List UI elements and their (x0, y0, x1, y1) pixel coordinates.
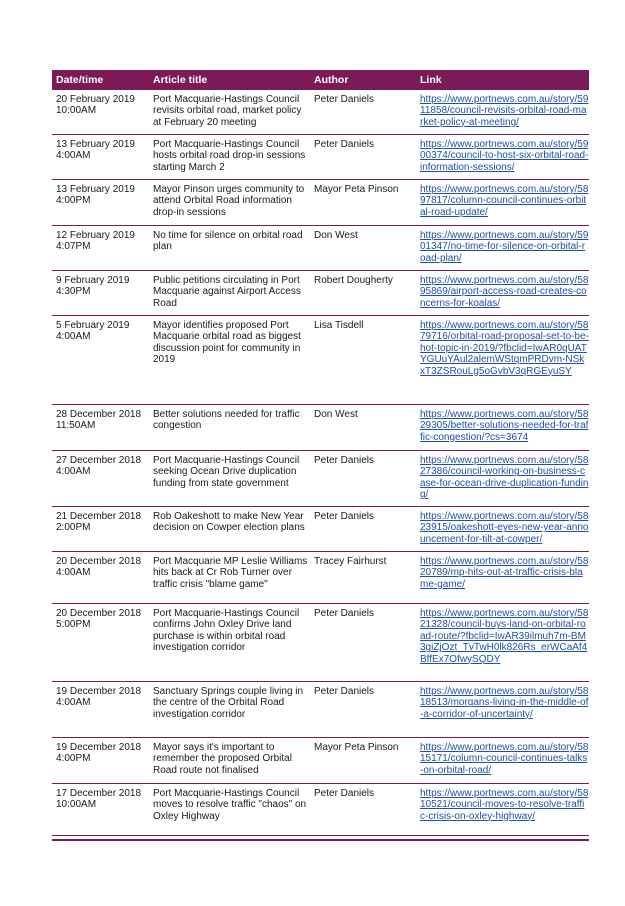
table-row (52, 682, 589, 738)
article-link[interactable]: https://www.portnews.com.au/story/5829305/better-solutions-needed-for-traffic-congestion/?cs=3674 (420, 409, 589, 443)
row-author: Peter Daniels (314, 608, 375, 619)
row-title: No time for silence on orbital road plan (153, 230, 303, 253)
row-link-cell (418, 604, 589, 681)
row-title: Mayor says it's important to remember the proposed Orbital Road route not finalised (153, 742, 292, 776)
article-link[interactable]: https://www.portnews.com.au/story/5818513/morgans-living-in-the-middle-of-a-corridor-of-uncertainty/ (420, 686, 589, 720)
row-title: Port Macquarie-Hastings Council seeking Ocean Drive duplication funding from state government (153, 455, 300, 489)
row-link-cell (418, 271, 589, 315)
row-title: Better solutions needed for traffic congestion (153, 409, 300, 432)
header-date-time: Date/time (56, 74, 104, 86)
row-title: Port Macquarie MP Leslie Williams hits back at Cr Rob Turner over traffic crisis "blame game" (153, 556, 308, 590)
table-row (52, 405, 589, 451)
article-link[interactable]: https://www.portnews.com.au/story/5827386/council-working-on-business-case-for-ocean-drive-duplication-funding/ (420, 455, 589, 501)
row-title: Port Macquarie-Hastings Council hosts orbital road drop-in sessions starting March 2 (153, 139, 306, 173)
table-row (52, 271, 589, 316)
row-date: 13 February 2019 4:00AM (56, 139, 135, 162)
article-link[interactable]: https://www.portnews.com.au/story/5901347/no-time-for-silence-on-orbital-road-plan/ (420, 230, 589, 264)
row-link-cell (418, 552, 589, 603)
table-row (52, 180, 589, 226)
table-row (52, 552, 589, 604)
row-link-cell (418, 451, 589, 506)
row-date: 21 December 2018 2:00PM (56, 511, 142, 534)
row-date: 13 February 2019 4:00PM (56, 184, 135, 207)
article-link[interactable]: https://www.portnews.com.au/story/5821328/council-buys-land-on-orbital-road-route/?fbclid=IwAR39ilmuh7m-BM3giZjOzt_TvTwH0lk826Rs_erWCaAf4BffEx7OfwySQDY (420, 608, 589, 665)
row-date: 5 February 2019 4:00AM (56, 320, 130, 343)
row-author: Lisa Tisdell (314, 320, 364, 331)
row-date: 20 December 2018 5:00PM (56, 608, 142, 631)
article-link[interactable]: https://www.portnews.com.au/story/5895869/airport-access-road-creates-concerns-for-koalas/ (420, 275, 589, 309)
row-date: 27 December 2018 4:00AM (56, 455, 142, 478)
table-row (52, 90, 589, 135)
table-row (52, 135, 589, 180)
row-title: Port Macquarie-Hastings Council moves to resolve traffic "chaos" on Oxley Highway (153, 788, 307, 822)
table-row (52, 784, 589, 836)
row-link-cell (418, 405, 589, 450)
table-row (52, 226, 589, 271)
table-header (52, 70, 589, 90)
table-body (52, 90, 589, 836)
row-title: Port Macquarie-Hastings Council confirms John Oxley Drive land purchase is within orbital road investigation corridor (153, 608, 300, 654)
row-link-cell (418, 738, 589, 783)
row-title: Port Macquarie-Hastings Council revisits orbital road, market policy at February 20 meeting (153, 94, 302, 128)
row-link-cell (418, 682, 589, 737)
row-title: Public petitions circulating in Port Macquarie against Airport Access Road (153, 275, 301, 309)
articles-table (52, 70, 589, 836)
row-author: Robert Dougherty (314, 275, 393, 286)
article-link[interactable]: https://www.portnews.com.au/story/5815171/column-council-continues-talks-on-orbital-road/ (420, 742, 589, 776)
article-link[interactable]: https://www.portnews.com.au/story/5911858/council-revisits-orbital-road-market-policy-at-meeting/ (420, 94, 589, 128)
row-link-cell (418, 90, 589, 134)
article-link[interactable]: https://www.portnews.com.au/story/5879716/orbital-road-proposal-set-to-be-hot-topic-in-2019/?fbclid=IwAR0qUATYGUuYAul2alemWStqmPRDvm-NSkxT3ZSRouLg5oGvbV3qRGEyuSY (420, 320, 589, 377)
article-link[interactable]: https://www.portnews.com.au/story/5823915/oakeshott-eyes-new-year-announcement-for-tilt-at-cowper/ (420, 511, 589, 545)
row-author: Peter Daniels (314, 455, 375, 466)
row-date: 19 December 2018 4:00AM (56, 686, 142, 709)
row-author: Peter Daniels (314, 139, 375, 150)
article-link[interactable]: https://www.portnews.com.au/story/5900374/council-to-host-six-orbital-road-information-sessions/ (420, 139, 589, 173)
row-date: 28 December 2018 11:50AM (56, 409, 142, 432)
table-row (52, 507, 589, 552)
row-title: Mayor identifies proposed Port Macquarie orbital road as biggest discussion point for community in 2019 (153, 320, 301, 366)
header-author: Author (314, 74, 349, 86)
row-date: 20 December 2018 4:00AM (56, 556, 142, 579)
row-author: Peter Daniels (314, 94, 375, 105)
row-author: Mayor Peta Pinson (314, 742, 399, 753)
row-date: 12 February 2019 4:07PM (56, 230, 135, 253)
table-bottom-rule (52, 839, 589, 841)
row-title: Mayor Pinson urges community to attend Orbital Road information drop-in sessions (153, 184, 305, 218)
row-author: Don West (314, 230, 358, 241)
row-author: Peter Daniels (314, 788, 375, 799)
row-date: 17 December 2018 10:00AM (56, 788, 142, 811)
row-author: Peter Daniels (314, 686, 375, 697)
row-date: 19 December 2018 4:00PM (56, 742, 142, 765)
header-link: Link (420, 74, 442, 86)
row-title: Sanctuary Springs couple living in the centre of the Orbital Road investigation corridor (153, 686, 304, 720)
article-link[interactable]: https://www.portnews.com.au/story/5810521/council-moves-to-resolve-traffic-crisis-on-oxley-highway/ (420, 788, 589, 822)
article-link[interactable]: https://www.portnews.com.au/story/5897817/column-council-continues-orbital-road-update/ (420, 184, 589, 218)
row-link-cell (418, 316, 589, 404)
row-author: Mayor Peta Pinson (314, 184, 399, 195)
row-author: Don West (314, 409, 358, 420)
table-row (52, 451, 589, 507)
row-link-cell (418, 180, 589, 225)
row-title: Rob Oakeshott to make New Year decision on Cowper election plans (153, 511, 305, 534)
table-row (52, 316, 589, 405)
row-link-cell (418, 226, 589, 270)
row-author: Peter Daniels (314, 511, 375, 522)
header-article-title: Article title (153, 74, 208, 86)
row-link-cell (418, 784, 589, 835)
row-link-cell (418, 135, 589, 179)
table-row (52, 738, 589, 784)
article-link[interactable]: https://www.portnews.com.au/story/5820789/mp-hits-out-at-traffic-crisis-blame-game/ (420, 556, 589, 590)
row-date: 20 February 2019 10:00AM (56, 94, 135, 117)
row-date: 9 February 2019 4:30PM (56, 275, 130, 298)
row-link-cell (418, 507, 589, 551)
row-author: Tracey Fairhurst (314, 556, 387, 567)
table-row (52, 604, 589, 682)
